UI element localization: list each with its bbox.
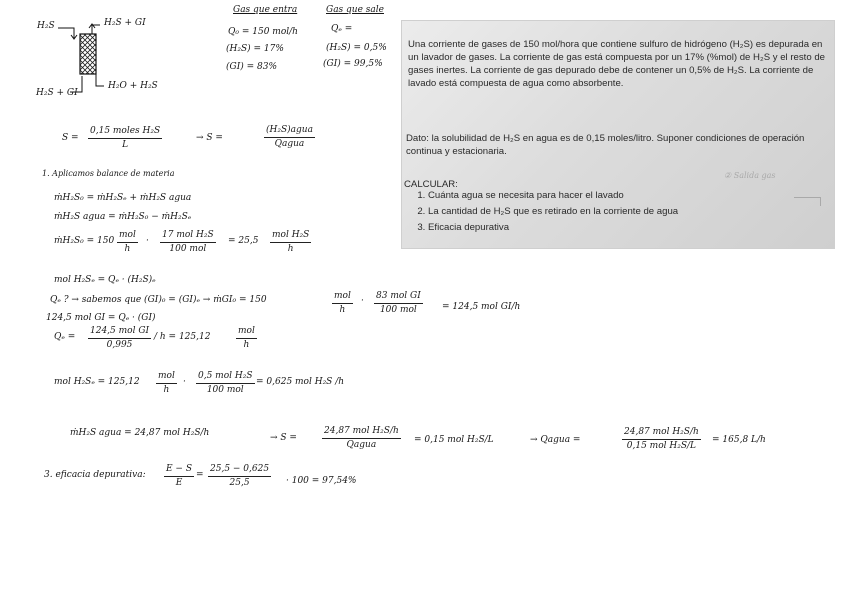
h2s-out-frac2 xyxy=(196,372,255,395)
outlet-gas-label: H₂S + GI xyxy=(104,18,146,28)
frac-num: mol xyxy=(156,372,177,384)
frac-num: 25,5 − 0,625 xyxy=(208,465,271,477)
frac-den: 100 mol xyxy=(379,305,417,315)
frac-den: E xyxy=(175,478,183,488)
q-arrow: → Qagua = xyxy=(530,435,581,445)
qe-frac xyxy=(88,327,151,350)
frac-den: 0,15 mol H₂S/L xyxy=(626,441,696,451)
gi-frac1 xyxy=(332,292,353,315)
water-frac2 xyxy=(622,428,701,451)
problem-statement-photo xyxy=(402,21,834,248)
gi-result: = 124,5 mol GI/h xyxy=(442,302,521,312)
inlet-gas-label: H₂S xyxy=(37,21,55,31)
s-numerator: 0,15 moles H₂S xyxy=(88,127,162,139)
water-eq1: = 0,15 mol H₂S/L xyxy=(414,435,494,445)
balance-line-1: ṁH₂S₀ = ṁH₂Sₑ + ṁH₂S agua xyxy=(54,193,192,203)
s-fraction xyxy=(88,127,162,150)
s2-fraction xyxy=(264,126,315,149)
frac-num: 17 mol H₂S xyxy=(160,231,216,243)
in-row-gi: (GI) = 83% xyxy=(226,62,278,72)
frac-num: 0,5 mol H₂S xyxy=(196,372,255,384)
out-row-h2s: (H₂S) = 0,5% xyxy=(326,43,387,53)
frac-den: Qagua xyxy=(346,440,377,450)
frac-den: 0,995 xyxy=(106,340,133,350)
h2s-out-frac1 xyxy=(156,372,177,395)
inlet-liquid-label: H₂S + GI xyxy=(36,88,78,98)
gi-frac2 xyxy=(374,292,423,315)
gas-outlet-note: ② Salida gas xyxy=(724,171,776,180)
efficiency-label: 3. eficacia depurativa: xyxy=(44,470,146,480)
inlet-h2s-frac2 xyxy=(160,231,216,254)
frac-den: h xyxy=(339,305,346,315)
dot: · xyxy=(183,377,186,387)
s2-label: → S = xyxy=(196,133,223,143)
frac-num: 24,87 mol H₂S/h xyxy=(322,427,401,439)
dot: · xyxy=(361,296,364,306)
efficiency-frac1 xyxy=(164,465,194,488)
frac-den: h xyxy=(287,244,294,254)
h2s-water-line: ṁH₂S agua = 24,87 mol H₂S/h xyxy=(70,428,210,438)
balance-line-4: mol H₂Sₑ = Qₑ · (H₂S)ₑ xyxy=(54,275,156,285)
calc-item-2: 2. La cantidad de H₂S que es retirado en la corriente de agua xyxy=(428,204,678,220)
frac-den: 100 mol xyxy=(206,385,244,395)
frac-den: h xyxy=(243,340,250,350)
frac-den: 100 mol xyxy=(169,244,207,254)
inlet-h2s-lhs: ṁH₂S₀ = 150 xyxy=(54,236,115,246)
packed-column xyxy=(80,34,96,74)
frac-den: h xyxy=(124,244,131,254)
col-out-header: Gas que sale xyxy=(326,5,384,15)
water-frac1 xyxy=(322,427,401,450)
s2-numerator: (H₂S)agua xyxy=(264,126,315,138)
section1-heading: 1. Aplicamos balance de materia xyxy=(42,169,175,178)
inlet-h2s-frac3 xyxy=(270,231,311,254)
frac-num: E − S xyxy=(164,465,194,477)
calc-item-1: 1. Cuánta agua se necesita para hacer el lavado xyxy=(428,188,678,204)
frac-den: h xyxy=(163,385,170,395)
col-in-header: Gas que entra xyxy=(233,5,298,15)
qe-unit-frac xyxy=(236,327,257,350)
calc-item-3: 3. Eficacia depurativa xyxy=(428,220,678,236)
frac-num: mol H₂S xyxy=(270,231,311,243)
problem-paragraph-1: Una corriente de gases de 150 mol/hora que contiene sulfuro de hidrógeno (H₂S) es depurada en un lavador de gases. La corriente de gas está compuesta por un 17% (%mol) de H₂S y el resto de gases inertes. La corriente de gas depurado debe de contener un 0,5% de H₂S. La corriente de lavado está compuesta de agua como absorbente. xyxy=(408,39,826,89)
efficiency-frac2 xyxy=(208,465,271,488)
frac-num: 24,87 mol H₂S/h xyxy=(622,428,701,440)
gas-outlet-note-arrow xyxy=(794,197,821,206)
in-row-flow: Q₀ = 150 mol/h xyxy=(228,27,298,37)
frac-num: mol xyxy=(332,292,353,304)
s-arrow: → S = xyxy=(270,433,297,443)
s-label: S = xyxy=(62,133,79,143)
frac-num: 124,5 mol GI xyxy=(88,327,151,339)
water-result: = 165,8 L/h xyxy=(712,435,766,445)
calc-title: CALCULAR: xyxy=(404,179,458,190)
frac-num: mol xyxy=(236,327,257,339)
dot: · xyxy=(146,236,149,246)
outlet-liquid-label: H₂O + H₂S xyxy=(108,81,158,91)
frac-den: 25,5 xyxy=(229,478,250,488)
out-row-flow: Qₑ = xyxy=(331,24,353,34)
liquid-outlet-arrow xyxy=(96,74,104,86)
efficiency-eq: = xyxy=(196,470,204,480)
inlet-h2s-eq: = 25,5 xyxy=(228,236,259,246)
s-denominator: L xyxy=(122,140,129,150)
efficiency-result: · 100 = 97,54% xyxy=(286,476,357,486)
qe-question: Qₑ ? → sabemos que (GI)₀ = (GI)ₑ → ṁGI₀ = 150 xyxy=(50,295,267,305)
frac-num: mol xyxy=(117,231,138,243)
s2-denominator: Qagua xyxy=(274,139,305,149)
h2s-out-result: = 0,625 mol H₂S /h xyxy=(256,377,345,387)
qe-mid: / h = 125,12 xyxy=(154,332,211,342)
inlet-h2s-frac1 xyxy=(117,231,138,254)
out-row-gi: (GI) = 99,5% xyxy=(323,59,383,69)
frac-num: 83 mol GI xyxy=(374,292,423,304)
balance-line-2: ṁH₂S agua = ṁH₂S₀ − ṁH₂Sₑ xyxy=(54,212,192,222)
in-row-h2s: (H₂S) = 17% xyxy=(226,44,284,54)
problem-paragraph-2: Dato: la solubilidad de H₂S en agua es de 0,15 moles/litro. Suponer condiciones de operación continua y estacionaria. xyxy=(406,133,805,157)
qe-lhs: Qₑ = xyxy=(54,332,76,342)
h2s-out-lhs: mol H₂Sₑ = 125,12 xyxy=(54,377,140,387)
gi-balance: 124,5 mol GI = Qₑ · (GI) xyxy=(46,313,156,323)
calc-list xyxy=(412,188,678,236)
